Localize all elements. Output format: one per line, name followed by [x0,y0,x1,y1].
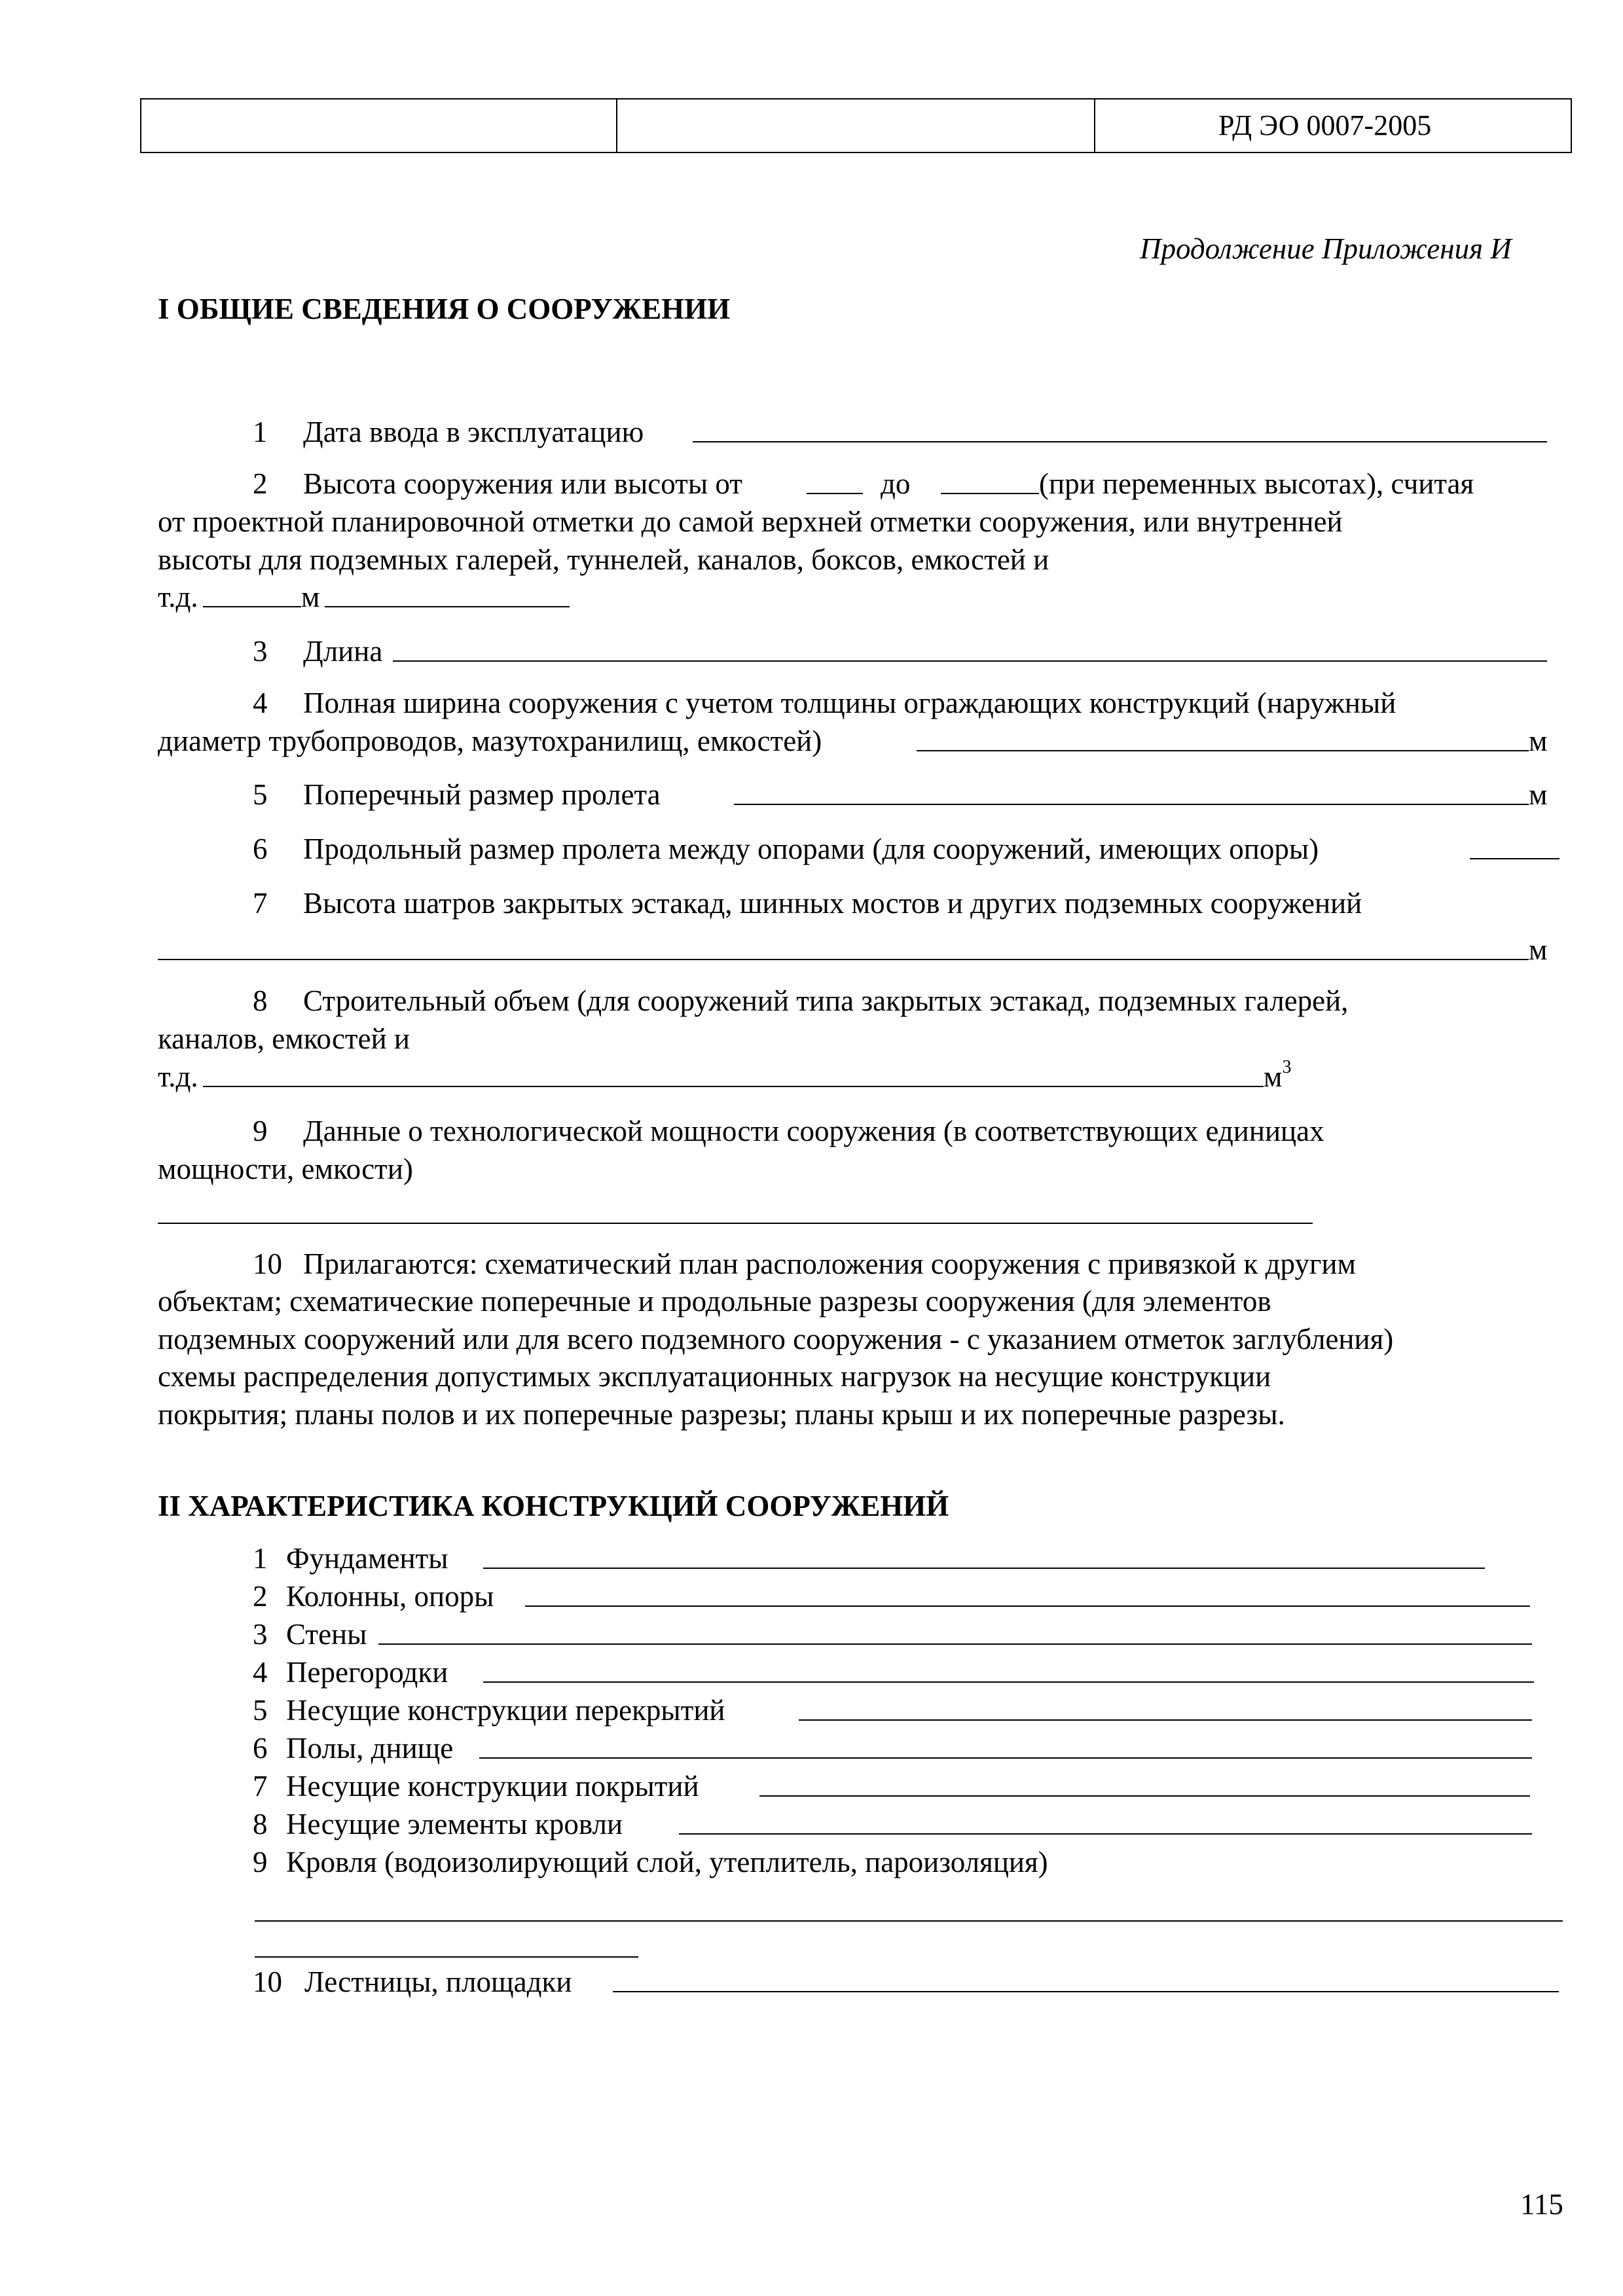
fill-line-longitudinal-span[interactable] [1470,858,1559,859]
item-number: 9 [253,1846,268,1878]
item-label-foundations: Фундаменты [286,1542,448,1575]
section-2-title: II ХАРАКТЕРИСТИКА КОНСТРУКЦИЙ СООРУЖЕНИЙ [158,1490,949,1522]
unit-meters: м [1529,778,1548,811]
continuation-label: Продолжение Приложения И [1140,232,1512,265]
unit-meters: м [1529,725,1548,757]
item-text-volume-l1: Строительный объем (для сооружений типа закрытых эстакад, подземных галерей, [303,984,1349,1017]
page-number: 115 [1520,2188,1563,2221]
item-text-height-a: Высота сооружения или высоты от [303,467,742,500]
fill-line-roofing-1[interactable] [255,1920,1563,1922]
fill-line-height-to[interactable] [941,493,1039,494]
item-text-attachments-l4: схемы распределения допустимых эксплуатационных нагрузок на несущие конструкции [158,1360,1271,1393]
item-number: 10 [253,1247,282,1280]
item-number: 8 [253,984,268,1017]
fill-line-columns[interactable] [525,1605,1530,1607]
fill-line-height-from[interactable] [807,493,863,494]
item-label-tent-height: Высота шатров закрытых эстакад, шинных мостов и других подземных сооружений [303,887,1362,920]
header-cell-empty-2 [617,99,1095,152]
item-label-roof-elements: Несущие элементы кровли [286,1808,623,1840]
item-number: 1 [253,1542,268,1575]
item-text-height-b: до [881,467,911,500]
item-number: 9 [253,1115,268,1147]
fill-line-floor-structures[interactable] [799,1719,1532,1721]
item-text-capacity-l2: мощности, емкости) [158,1153,413,1185]
item-label-stairs: Лестницы, площадки [304,1965,572,1998]
unit-meters: м [1529,933,1548,966]
document-code: РД ЭО 0007-2005 [1218,109,1432,141]
item-label-floor-structures: Несущие конструкции перекрытий [286,1694,725,1727]
item-text-attachments-l1: Прилагаются: схематический план расположения сооружения с привязкой к другим [303,1247,1356,1280]
item-number: 7 [253,887,268,920]
item-number: 4 [253,1656,268,1689]
fill-line-roofing-2[interactable] [255,1956,638,1958]
item-text-attachments-l3: подземных сооружений или для всего подземного сооружения - с указанием отметок заглубления) [158,1323,1394,1355]
item-number: 2 [253,1580,268,1613]
item-label-floors: Полы, днище [286,1732,454,1765]
item-label-longitudinal-span: Продольный размер пролета между опорами (для сооружений, имеющих опоры) [303,833,1319,865]
item-text-attachments-l5: покрытия; планы полов и их поперечные разрезы; планы крыш и их поперечные разрезы. [158,1398,1285,1431]
item-number: 2 [253,467,268,500]
item-number: 6 [253,833,268,865]
item-label-roof-structures: Несущие конструкции покрытий [286,1770,699,1803]
header-table [140,98,1572,153]
item-number: 6 [253,1732,268,1765]
item-label-commissioning-date: Дата ввода в эксплуатацию [303,416,644,448]
fill-line-length[interactable] [393,660,1547,662]
item-number: 1 [253,416,268,448]
item-number: 5 [253,1694,268,1727]
item-number: 4 [253,687,268,719]
fill-line-foundations[interactable] [483,1568,1485,1569]
item-text-attachments-l2: объектам; схематические поперечные и продольные разрезы сооружения (для элементов [158,1285,1271,1318]
fill-line-height-value[interactable] [203,606,301,607]
item-text-height-l3: высоты для подземных галерей, туннелей, каналов, боксов, емкостей и [158,543,1049,576]
fill-line-transverse-span[interactable] [734,804,1529,805]
unit-meters: м [301,581,320,613]
fill-line-walls[interactable] [378,1643,1532,1645]
item-number: 3 [253,1618,268,1651]
section-1-title: I ОБЩИЕ СВЕДЕНИЯ О СООРУЖЕНИИ [158,293,731,325]
item-number: 3 [253,635,268,668]
item-number: 8 [253,1808,268,1840]
fill-line-partitions[interactable] [483,1681,1534,1683]
item-text-width-l1: Полная ширина сооружения с учетом толщины ограждающих конструкций (наружный [303,687,1396,719]
item-text-width-l2: диаметр трубопроводов, мазутохранилищ, емкостей) [158,725,822,757]
fill-line-height-unit[interactable] [325,606,570,607]
item-text-volume-l3: т.д. [158,1060,198,1093]
fill-line-tent-height[interactable] [158,959,1529,960]
item-number: 7 [253,1770,268,1803]
fill-line-roof-structures[interactable] [759,1795,1530,1797]
fill-line-commissioning-date[interactable] [693,441,1547,442]
item-number: 5 [253,778,268,811]
fill-line-width[interactable] [917,750,1529,751]
item-label-length: Длина [303,635,383,668]
item-label-transverse-span: Поперечный размер пролета [303,778,661,811]
fill-line-floors[interactable] [479,1757,1532,1759]
unit-cubic-meters: $м^3$ [1264,1057,1292,1093]
fill-line-volume[interactable] [203,1086,1264,1087]
item-label-partitions: Перегородки [286,1656,448,1689]
item-label-walls: Стены [286,1618,367,1651]
item-text-capacity-l1: Данные о технологической мощности сооружения (в соответствующих единицах [303,1115,1324,1147]
item-text-height-l2: от проектной планировочной отметки до самой верхней отметки сооружения, или внутренней [158,505,1343,538]
fill-line-capacity[interactable] [158,1223,1313,1224]
item-label-roofing: Кровля (водоизолирующий слой, утеплитель, пароизоляция) [286,1846,1048,1878]
item-label-columns: Колонны, опоры [286,1580,494,1613]
item-text-volume-l2: каналов, емкостей и [158,1022,410,1055]
item-text-height-c: (при переменных высотах), считая [1039,467,1474,500]
header-cell-empty-1 [141,99,617,152]
fill-line-roof-elements[interactable] [679,1833,1532,1835]
fill-line-stairs[interactable] [613,1991,1559,1992]
item-number: 10 [253,1965,282,1998]
item-text-height-l4a: т.д. [158,581,198,613]
